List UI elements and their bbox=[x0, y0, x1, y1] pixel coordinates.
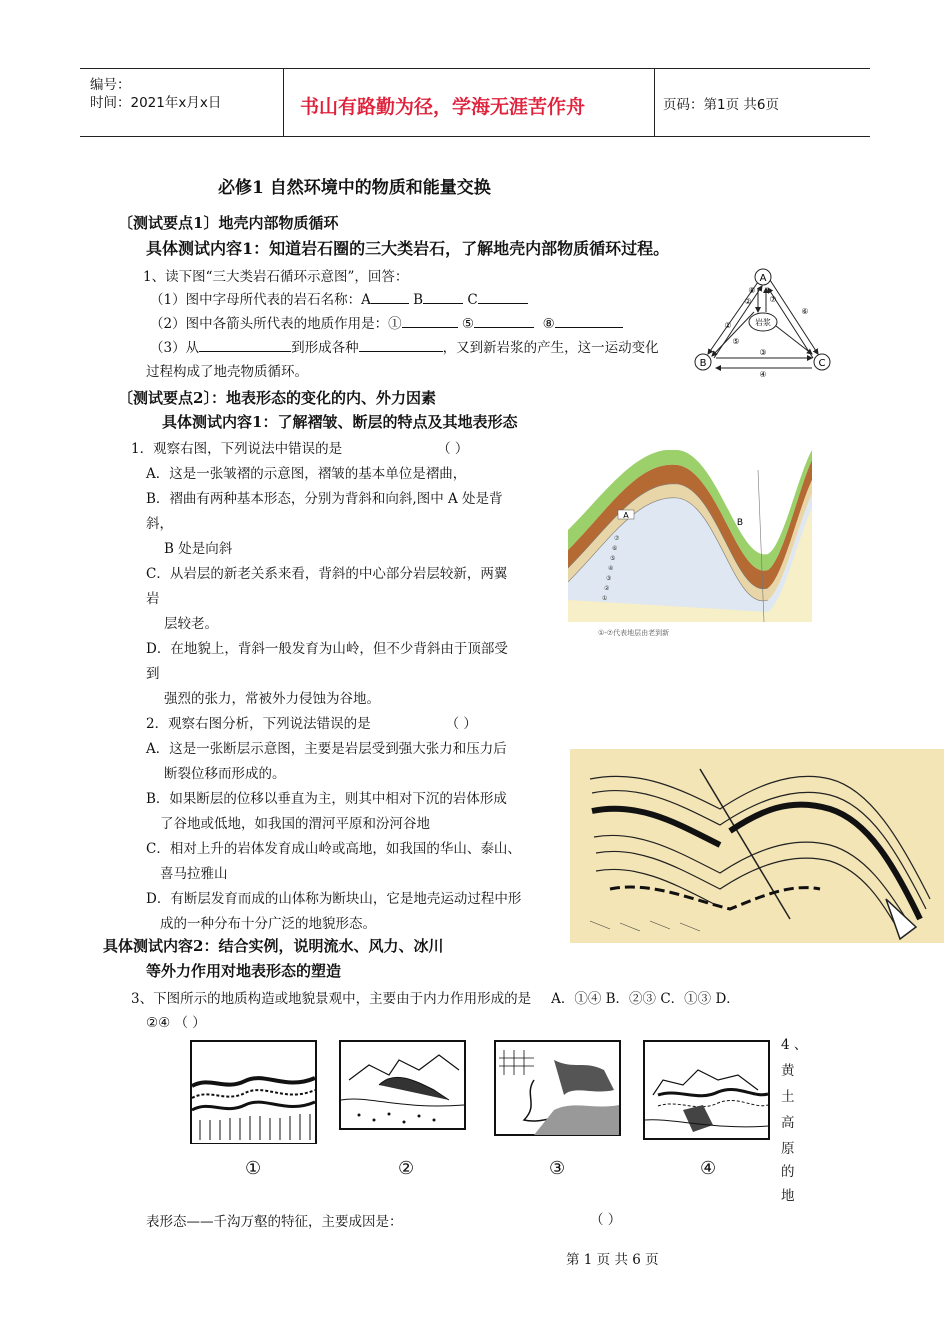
arrow-label-4: ④ bbox=[759, 370, 767, 379]
fold-diagram bbox=[568, 450, 812, 640]
s2-q2-option-b: B．如果断层的位移以垂直为主，则其中相对下沉的岩体形成 bbox=[146, 791, 507, 807]
arrow-label-6: ⑥ bbox=[801, 307, 809, 316]
s2-q1-stem: 1．观察右图，下列说法中错误的是 （ ） bbox=[131, 441, 469, 457]
s2-q1-option-d-cont: 强烈的张力，常被外力侵蚀为谷地。 bbox=[164, 691, 380, 707]
landscape-4-label: ④ bbox=[700, 1158, 717, 1179]
s2-q1-option-c-wrap: 岩 bbox=[146, 591, 160, 607]
landscape-2-label: ② bbox=[398, 1158, 415, 1179]
arrow-label-2: ② bbox=[744, 297, 752, 306]
section1-content: 具体测试内容1：知道岩石圈的三大类岩石，了解地壳内部物质循环过程。 bbox=[146, 239, 670, 258]
fold-layer-3: ③ bbox=[606, 575, 612, 582]
s2-q3-stem: 3、下图所示的地质构造或地貌景观中，主要由于内力作用形成的是 A．①④ B．②③ C．①③ D． bbox=[131, 991, 740, 1007]
landscape-1-image bbox=[190, 1040, 317, 1144]
header-top-rule bbox=[80, 68, 870, 69]
s1-q1-1: （1）图中字母所代表的岩石名称：A B C bbox=[150, 288, 528, 308]
landscape-3-label: ③ bbox=[549, 1158, 566, 1179]
s1-q1: 1、读下图“三大类岩石循环示意图”，回答： bbox=[143, 269, 409, 285]
fold-layer-2: ② bbox=[604, 585, 610, 592]
q4-vertical-5: 原 bbox=[781, 1141, 795, 1157]
q4-vertical-2: 黄 bbox=[781, 1063, 795, 1079]
fold-layer-5: ⑤ bbox=[610, 555, 616, 562]
arrow-label-1: ① bbox=[724, 321, 732, 330]
s2-q2-option-a-cont: 断裂位移而形成的。 bbox=[164, 766, 286, 782]
node-a-label: A bbox=[759, 273, 767, 284]
s2-q2-option-b-cont: 了谷地或低地，如我国的渭河平原和汾河谷地 bbox=[160, 816, 430, 832]
page-label: 页码：第1页 共6页 bbox=[663, 97, 779, 113]
s2-q1-option-c-cont: 层较老。 bbox=[164, 616, 218, 632]
arrow-label-3: ③ bbox=[759, 348, 767, 357]
header-divider-left bbox=[283, 68, 284, 136]
node-magma-label: 岩浆 bbox=[755, 318, 771, 327]
motto: 书山有路勤为径，学海无涯苦作舟 bbox=[300, 96, 586, 118]
fold-layer-4: ④ bbox=[608, 565, 614, 572]
section2-heading: 〔测试要点2〕：地表形态的变化的内、外力因素 bbox=[118, 389, 436, 407]
fold-layer-7: ⑦ bbox=[614, 535, 620, 542]
node-b-label: B bbox=[699, 358, 707, 369]
node-c-label: C bbox=[818, 358, 826, 369]
fold-label-a: A bbox=[623, 511, 629, 520]
header-divider-right bbox=[654, 68, 655, 136]
section2-content2-cont: 等外力作用对地表形态的塑造 bbox=[146, 962, 342, 980]
fold-label-b: B bbox=[736, 518, 744, 528]
arrow-label-7: ⑦ bbox=[769, 295, 777, 304]
date-label: 时间：2021年x月x日 bbox=[90, 95, 222, 111]
s2-q2-stem: 2．观察右图分析，下列说法错误的是 （ ） bbox=[146, 716, 477, 732]
q4-vertical-4: 高 bbox=[781, 1115, 795, 1131]
q4-text: 表形态——千沟万壑的特征，主要成因是： bbox=[146, 1214, 403, 1230]
fold-layer-6: ⑥ bbox=[612, 545, 618, 552]
s2-q1-option-b-wrap: 斜， bbox=[146, 516, 173, 532]
s2-q1-option-b: B．褶曲有两种基本形态，分别为背斜和向斜,图中 A 处是背 bbox=[146, 491, 503, 507]
q4-vertical-3: 土 bbox=[781, 1089, 795, 1105]
s2-q1-option-d: D．在地貌上，背斜一般发育为山岭，但不少背斜由于顶部受 bbox=[146, 641, 508, 657]
q4-answer-paren: （ ） bbox=[590, 1212, 622, 1228]
s2-q2-option-d-cont: 成的一种分布十分广泛的地貌形态。 bbox=[160, 916, 376, 932]
rock-cycle-diagram bbox=[688, 266, 848, 382]
fold-caption: ①-⑦代表地层由老到新 bbox=[598, 629, 670, 637]
landscape-2-image bbox=[339, 1040, 466, 1130]
section2-content1: 具体测试内容1：了解褶皱、断层的特点及其地表形态 bbox=[162, 413, 518, 431]
landscape-3-image bbox=[494, 1040, 621, 1136]
section1-heading: 〔测试要点1〕地壳内部物质循环 bbox=[118, 214, 339, 232]
doc-title: 必修1 自然环境中的物质和能量交换 bbox=[218, 178, 491, 198]
s2-q2-option-a: A．这是一张断层示意图，主要是岩层受到强大张力和压力后 bbox=[146, 741, 507, 757]
s2-q1-option-d-wrap: 到 bbox=[146, 666, 160, 682]
s1-q1-3: （3）从 到形成各种 ，又到新岩浆的产生，这一运动变化 bbox=[150, 336, 659, 356]
page-footer: 第 1 页 共 6 页 bbox=[566, 1252, 659, 1268]
q4-vertical-1: 4 、 bbox=[781, 1037, 808, 1053]
s2-q2-option-c-cont: 喜马拉雅山 bbox=[160, 866, 228, 882]
s2-q1-option-a: A．这是一张皱褶的示意图，褶皱的基本单位是褶曲， bbox=[146, 466, 467, 482]
s2-q2-option-d: D．有断层发育而成的山体称为断块山，它是地壳运动过程中形 bbox=[146, 891, 522, 907]
header-bottom-rule bbox=[80, 136, 870, 137]
q4-vertical-6: 的 bbox=[781, 1164, 795, 1180]
s2-q2-option-c: C．相对上升的岩体发育成山岭或高地，如我国的华山、泰山、 bbox=[146, 841, 521, 857]
arrow-label-5: ⑤ bbox=[732, 337, 740, 346]
landscape-4-image bbox=[643, 1040, 770, 1140]
s1-q1-3-cont: 过程构成了地壳物质循环。 bbox=[146, 364, 308, 380]
fault-diagram bbox=[570, 749, 944, 943]
arrow-label-8: ⑧ bbox=[748, 286, 756, 295]
fold-layer-1: ① bbox=[602, 595, 608, 602]
q4-vertical-7: 地 bbox=[781, 1188, 795, 1204]
landscape-1-label: ① bbox=[245, 1158, 262, 1179]
s2-q3-options-cont: ②④ （ ） bbox=[146, 1015, 206, 1031]
code-label: 编号： bbox=[90, 77, 131, 93]
s2-q1-option-c: C．从岩层的新老关系来看，背斜的中心部分岩层较新，两翼 bbox=[146, 566, 508, 582]
s2-q1-option-b-cont: B 处是向斜 bbox=[164, 541, 233, 557]
section2-content2: 具体测试内容2：结合实例，说明流水、风力、冰川 bbox=[103, 937, 444, 955]
s1-q1-2: （2）图中各箭头所代表的地质作用是：① ⑤ ⑧ bbox=[150, 312, 623, 332]
